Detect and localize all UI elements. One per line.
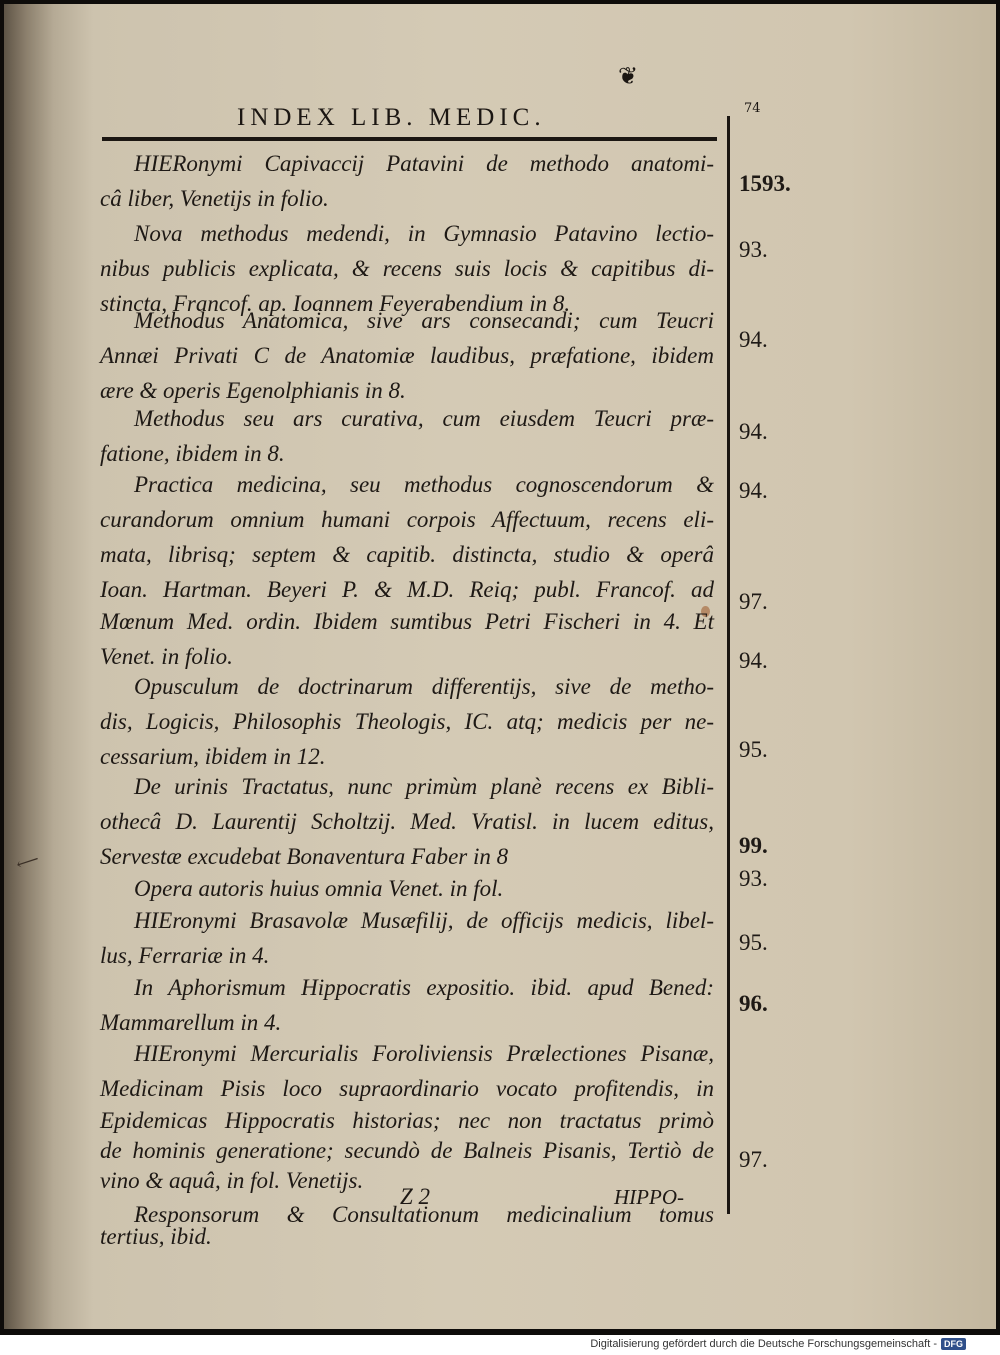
catchword: HIPPO- [614,1185,684,1209]
entry-line: Annæi Privati C de Anatomiæ laudibus, præfatione, ibidem [100,343,714,368]
entry-line: de hominis generatione; secundò de Balneis Pisanis, Tertiò de [100,1138,714,1163]
entry-line: stincta, Francof. ap. Ioannem Feyerabendium in 8. [100,291,571,316]
corner-mark: 74 [744,101,761,116]
entry-line: Nova methodus medendi, in Gymnasio Patavino lectio- [134,221,714,246]
entry-line: Opusculum de doctrinarum differentijs, sive de metho- [134,674,714,699]
entry-line: mata, librisq; septem & capitib. distincta, studio & operâ [100,542,714,567]
year-number: 99. [739,833,768,858]
entry-line: nibus publicis explicata, & recens suis locis & capitibus di- [100,256,714,281]
entry-line: Opera autoris huius omnia Venet. in fol. [134,876,504,901]
year-number: 93. [739,237,768,262]
entry-line: Methodus seu ars curativa, cum eiusdem Teucri præ- [134,406,714,431]
entry-line: othecâ D. Laurentij Scholtzij. Med. Vratisl. in lucem editus, [100,809,714,834]
fleuron-ornament: ❦ [618,62,639,90]
index-entries [4,4,996,1329]
dfg-logo-icon: DFG [941,1338,966,1350]
entry-line: tertius, ibid. [100,1224,212,1249]
running-head: INDEX LIB. MEDIC. [237,104,546,131]
entry-line: ære & operis Egenolphianis in 8. [100,378,406,403]
entry-line: In Aphorismum Hippocratis expositio. ibid. apud Bened: [134,975,714,1000]
year-number: 94. [739,327,768,352]
entry-line: Practica medicina, seu methodus cognoscendorum & [134,472,714,497]
year-number: 96. [739,991,768,1016]
signature-mark: Z 2 [400,1184,431,1209]
year-number: 95. [739,930,768,955]
entry-line: cessarium, ibidem in 12. [100,744,326,769]
entry-line: Medicinam Pisis loco supraordinario vocato profitendis, in [100,1076,714,1101]
entry-line: vino & aquâ, in fol. Venetijs. [100,1168,364,1193]
book-page [4,4,996,1329]
entry-line: câ liber, Venetijs in folio. [100,186,329,211]
year-number: 93. [739,866,768,891]
entry-line: Venet. in folio. [100,644,233,669]
year-number: 97. [739,1147,768,1172]
entry-line: lus, Ferrariæ in 4. [100,943,270,968]
year-number: 94. [739,419,768,444]
entry-line: HIEronymi Brasavolæ Musæfilij, de officijs medicis, libel- [134,908,714,933]
year-number: 95. [739,737,768,762]
entry-line: HIERonymi Capivaccij Patavini de methodo anatomi- [134,151,714,176]
margin-mark: ⟵ [13,848,42,875]
entry-line: Ioan. Hartman. Beyeri P. & M.D. Reiq; publ. Francof. ad [100,577,714,602]
entry-line: dis, Logicis, Philosophis Theologis, IC. atq; medicis per ne- [100,709,714,734]
year-number: 97. [739,589,768,614]
entry-line: Methodus Anatomica, sive ars consecandi; cum Teucri [134,308,714,333]
entry-line: fatione, ibidem in 8. [100,441,285,466]
entry-line: Mœnum Med. ordin. Ibidem sumtibus Petri Fischeri in 4. Et [100,609,714,634]
entry-line: curandorum omnium humani corpois Affectuum, recens eli- [100,507,714,532]
entry-line: Servestæ excudebat Bonaventura Faber in 8 [100,844,509,869]
year-number: 1593. [739,171,791,196]
entry-line: De urinis Tractatus, nunc primùm planè recens ex Bibli- [134,774,714,799]
entry-line: Responsorum & Consultationum medicinalium tomus [134,1202,714,1227]
year-number: 94. [739,648,768,673]
year-number: 94. [739,478,768,503]
credit-text: Digitalisierung gefördert durch die Deutsche Forschungsgemeinschaft - [590,1338,937,1350]
entry-line: Mammarellum in 4. [100,1010,282,1035]
entry-line: HIEronymi Mercurialis Foroliviensis Prælectiones Pisanæ, [134,1041,714,1066]
digitization-credit [590,1338,966,1350]
entry-line: Epidemicas Hippocratis historias; nec non tractatus primò [100,1108,714,1133]
